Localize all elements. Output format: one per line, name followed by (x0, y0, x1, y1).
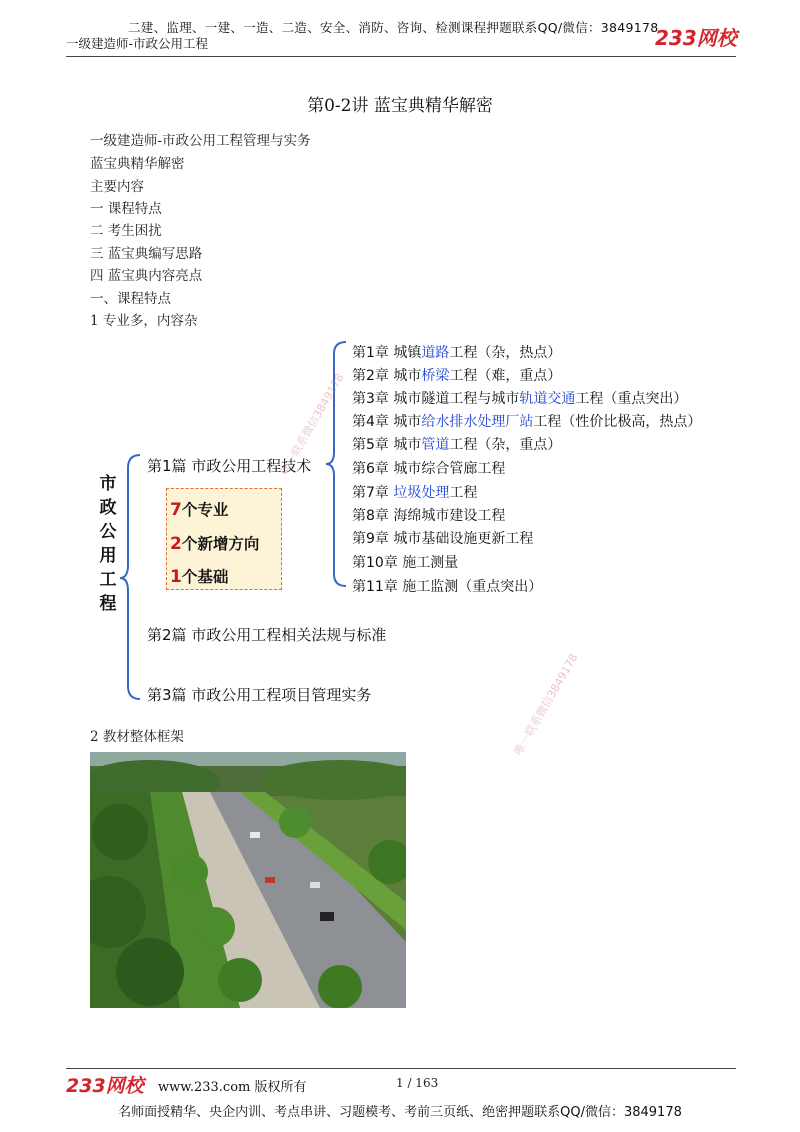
road-photo-graphic (90, 752, 406, 1008)
watermark: 唯一联系微信3849178 (277, 371, 347, 478)
chapter-item: 第7章 垃圾处理工程 (352, 485, 478, 501)
footer-logo (66, 1071, 144, 1098)
chapter-item: 第2章 城市桥梁工程（难，重点） (352, 368, 562, 384)
chapter-item: 第9章 城市基础设施更新工程 (352, 531, 534, 547)
box-item: 7个专业 (170, 500, 229, 520)
root-char: 政 (99, 498, 117, 518)
box-item: 1个基础 (170, 567, 229, 587)
footer-services: 名师面授精华、央企内训、考点串讲、习题模考、考前三页纸、绝密押题联系QQ/微信：3849178 (118, 1105, 682, 1120)
chapter-item: 第1章 城镇道路工程（杂，热点） (352, 345, 562, 361)
chapter-item: 第3章 城市隧道工程与城市轨道交通工程（重点突出） (352, 391, 688, 407)
watermark: 唯一联系微信3849178 (511, 651, 581, 758)
root-char: 市 (99, 474, 117, 494)
root-char: 程 (99, 594, 117, 614)
header-courses: 二建、监理、一建、一造、二造、安全、消防、咨询、检测课程押题联系QQ/微信：3849178 (128, 20, 659, 35)
chapter-item: 第6章 城市综合管廊工程 (352, 461, 506, 477)
text-line: 1 专业多，内容杂 (90, 313, 198, 329)
chapter-item: 第8章 海绵城市建设工程 (352, 508, 506, 524)
text-line: 蓝宝典精华解密 (90, 156, 185, 172)
section-heading: 2 教材整体框架 (90, 729, 184, 745)
text-line: 一、课程特点 (90, 291, 171, 307)
logo-number: 233 (655, 26, 697, 50)
page-number: 1 / 163 (396, 1076, 439, 1090)
header-subject: 一级建造师-市政公用工程 (66, 36, 209, 51)
text-line: 一 课程特点 (90, 201, 162, 217)
part-1: 第1篇 市政公用工程技术 (147, 457, 312, 475)
part-3: 第3篇 市政公用工程项目管理实务 (147, 686, 372, 704)
text-line: 三 蓝宝典编写思路 (90, 246, 203, 262)
text-line: 二 考生困扰 (90, 223, 162, 239)
text-line: 四 蓝宝典内容亮点 (90, 268, 203, 284)
chapter-item: 第5章 城市管道工程（杂，重点） (352, 437, 562, 453)
footer-divider (66, 1068, 736, 1069)
footer-url: www.233.com 版权所有 (158, 1080, 307, 1095)
diagram-root (98, 472, 118, 616)
part-2: 第2篇 市政公用工程相关法规与标准 (147, 626, 387, 644)
text-line: 主要内容 (90, 179, 144, 195)
root-char: 用 (99, 546, 117, 566)
root-char: 工 (99, 570, 117, 590)
chapter-item: 第10章 施工测量 (352, 555, 459, 571)
box-item: 2个新增方向 (170, 534, 260, 554)
root-char: 公 (99, 522, 117, 542)
logo-number: 233 (66, 1075, 106, 1097)
chapter-item: 第11章 施工监测（重点突出） (352, 579, 543, 595)
chapter-item: 第4章 城市给水排水处理厂站工程（性价比极高，热点） (352, 414, 702, 430)
logo-text: 网校 (696, 26, 737, 50)
text-line: 一级建造师-市政公用工程管理与实务 (90, 133, 311, 149)
road-photo (90, 752, 406, 1008)
page-title: 第0-2讲 蓝宝典精华解密 (307, 96, 493, 116)
logo-text: 网校 (105, 1075, 144, 1097)
